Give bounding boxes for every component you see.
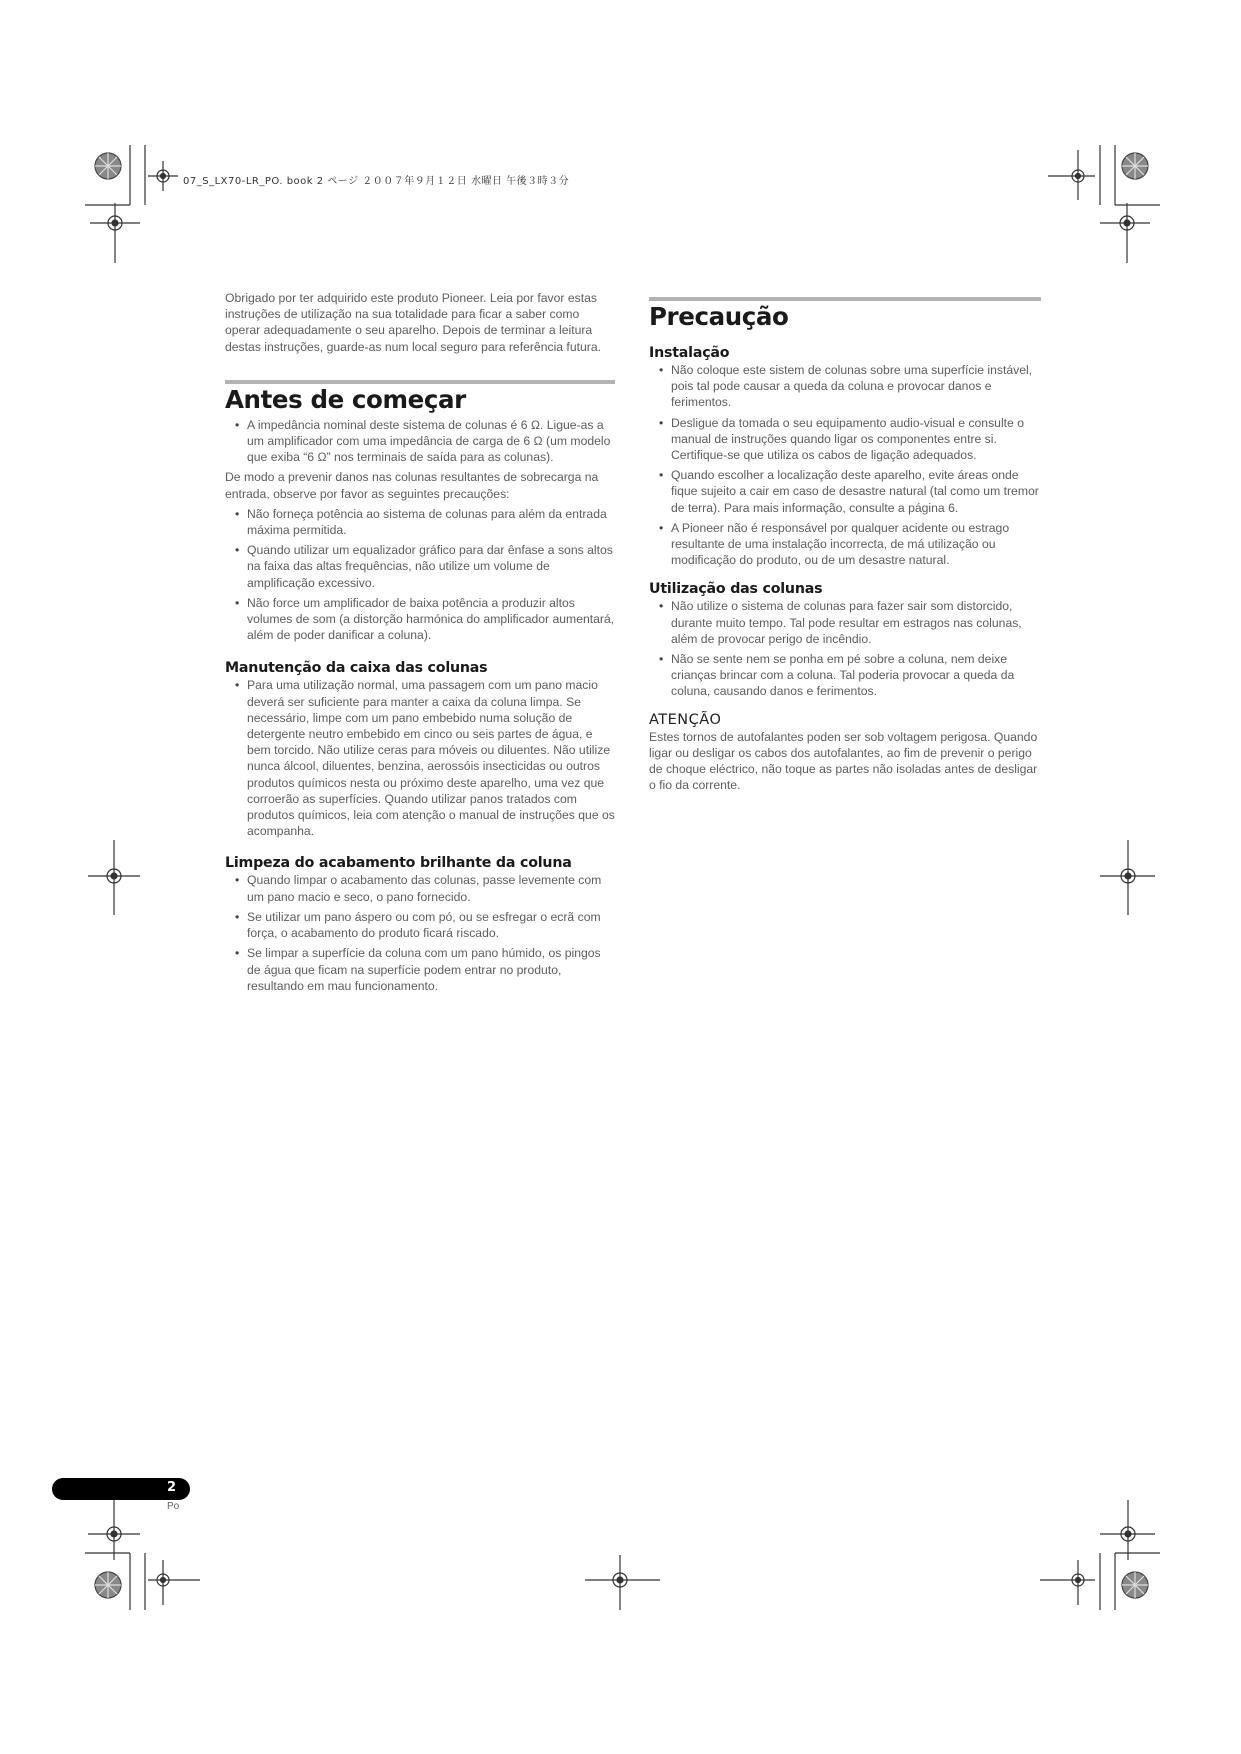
list-item: • A impedância nominal deste sistema de colunas é 6 Ω. Ligue-as a um amplificador com uma impedância de carga de 6 Ω (um modelo que exiba “6 Ω” nos terminais de saída para as colunas).: [235, 417, 611, 465]
use-list: [649, 598, 1041, 699]
list-item: • Para uma utilização normal, uma passagem com um pano macio deverá ser suficiente para manter a caixa da coluna limpa. Se necessário, limpe com um pano embebido numa solução de detergente neutro embebido em cinco ou seis partes de água, e bem torcido. Não utilize ceras para móveis ou diluentes. Não utilize nunca álcool, diluentes, benzina, aerossóis insecticidas ou outros produtos químicos nesta ou próximo deste aparelho, uma vez que corroerão as superfícies. Quando utilizar panos tratados com produtos químicos, leia com atenção o manual de instruções que os acompanha.: [235, 678, 615, 839]
print-header-info: 07_S_LX70-LR_PO. book 2 ページ ２００７年９月１２日 水曜日 午後３時３分: [183, 176, 570, 187]
bullet-icon: •: [235, 595, 240, 610]
precautions-intro: De modo a prevenir danos nas colunas resultantes de sobrecarga na entrada, observe por favor as seguintes precauções:: [225, 470, 599, 501]
list-item: • Quando utilizar um equalizador gráfico para dar ênfase a sons altos na faixa das altas frequências, não utilize um volume de amplificação excessivo.: [235, 543, 613, 590]
warning-title: ATENÇÃO: [649, 711, 722, 728]
section-rule: [649, 297, 1041, 301]
left-column: [225, 290, 615, 998]
bullet-icon: •: [235, 946, 240, 961]
bullet-icon: •: [659, 363, 664, 377]
bullet-icon: •: [659, 520, 664, 535]
list-item: • Não utilize o sistema de colunas para fazer sair som distorcido, durante muito tempo. Tal pode resultar em estragos nas colunas, além de provocar perigo de incêndio.: [659, 599, 1022, 646]
bullet-icon: •: [235, 417, 240, 432]
cleaning-heading: Limpeza do acabamento brilhante da coluna: [225, 855, 572, 872]
maintenance-heading: Manutenção da caixa das colunas: [225, 660, 488, 677]
list-item: • Não force um amplificador de baixa potência a produzir altos volumes de som (a distorção harmónica do amplificador aumentará, além de poder danificar a coluna).: [235, 595, 615, 643]
install-heading: Instalação: [649, 345, 730, 361]
list-item: • Não forneça potência ao sistema de colunas para além da entrada máxima permitida.: [235, 506, 607, 538]
bullet-icon: •: [235, 506, 240, 521]
cleaning-list: [225, 872, 615, 993]
bullet-icon: •: [659, 415, 664, 430]
bullet-icon: •: [235, 873, 240, 888]
install-list: [649, 362, 1041, 568]
bullet-icon: •: [659, 599, 664, 614]
list-item: • Não se sente nem se ponha em pé sobre a coluna, nem deixe crianças brincar com a coluna. Tal poderia provocar a queda da coluna, causando danos e ferimentos.: [659, 652, 1015, 699]
list-item: • Quando escolher a localização deste aparelho, evite áreas onde fique sujeito a cair em caso de desastre natural (tal como um tremor de terra). Para mais informação, consulte a página 6.: [659, 468, 1039, 515]
intro-paragraph: Obrigado por ter adquirido este produto Pioneer. Leia por favor estas instruções de utilização na sua totalidade para ficar a saber como operar adequadamente o seu aparelho. Depois de terminar a leitura destas instruções, guarde-as num local seguro para referência futura.: [225, 291, 601, 354]
use-heading: Utilização das colunas: [649, 581, 823, 598]
bullet-icon: •: [659, 468, 664, 483]
section-title-precaucao: Precaução: [649, 302, 789, 331]
section-rule: [225, 380, 615, 384]
impedance-list: [225, 417, 615, 466]
list-item: • A Pioneer não é responsável por qualquer acidente ou estrago resultante de uma instalação incorrecta, de má utilização ou modificação do produto, ou de um desastre natural.: [659, 520, 1010, 568]
maintenance-list: [225, 677, 615, 839]
section-title-antes: Antes de começar: [225, 384, 466, 414]
precautions-list: [225, 506, 615, 644]
page-number-tab: [52, 1478, 190, 1500]
bullet-icon: •: [235, 543, 240, 558]
language-code: Po: [167, 1501, 180, 1512]
bullet-icon: •: [235, 909, 240, 924]
list-item: • Quando limpar o acabamento das colunas, passe levemente com um pano macio e seco, o pano fornecido.: [235, 873, 602, 904]
list-item: • Se limpar a superfície da coluna com um pano húmido, os pingos de água que ficam na superfície podem entrar no produto, resultando em mau funcionamento.: [235, 946, 601, 993]
list-item: • Não coloque este sistem de colunas sobre uma superfície instável, pois tal pode causar a queda da coluna e provocar danos e ferimentos.: [659, 363, 1033, 410]
list-item: • Desligue da tomada o seu equipamento audio-visual e consulte o manual de instruções quando ligar os componentes entre si. Certifique-se que utiliza os cabos de ligação adequados.: [659, 415, 1024, 463]
bullet-icon: •: [659, 652, 664, 667]
right-column: [649, 297, 1041, 794]
bullet-icon: •: [235, 678, 240, 693]
page-number: 2: [166, 1480, 176, 1495]
list-item: • Se utilizar um pano áspero ou com pó, ou se esfregar o ecrã com força, o acabamento do produto ficará riscado.: [235, 909, 601, 941]
warning-text: Estes tornos de autofalantes poden ser sob voltagem perigosa. Quando ligar ou desligar os cabos dos autofalantes, ao fim de prevenir o perigo de choque eléctrico, não toque as partes não isoladas antes de desligar o fio da corrente.: [649, 729, 1038, 793]
